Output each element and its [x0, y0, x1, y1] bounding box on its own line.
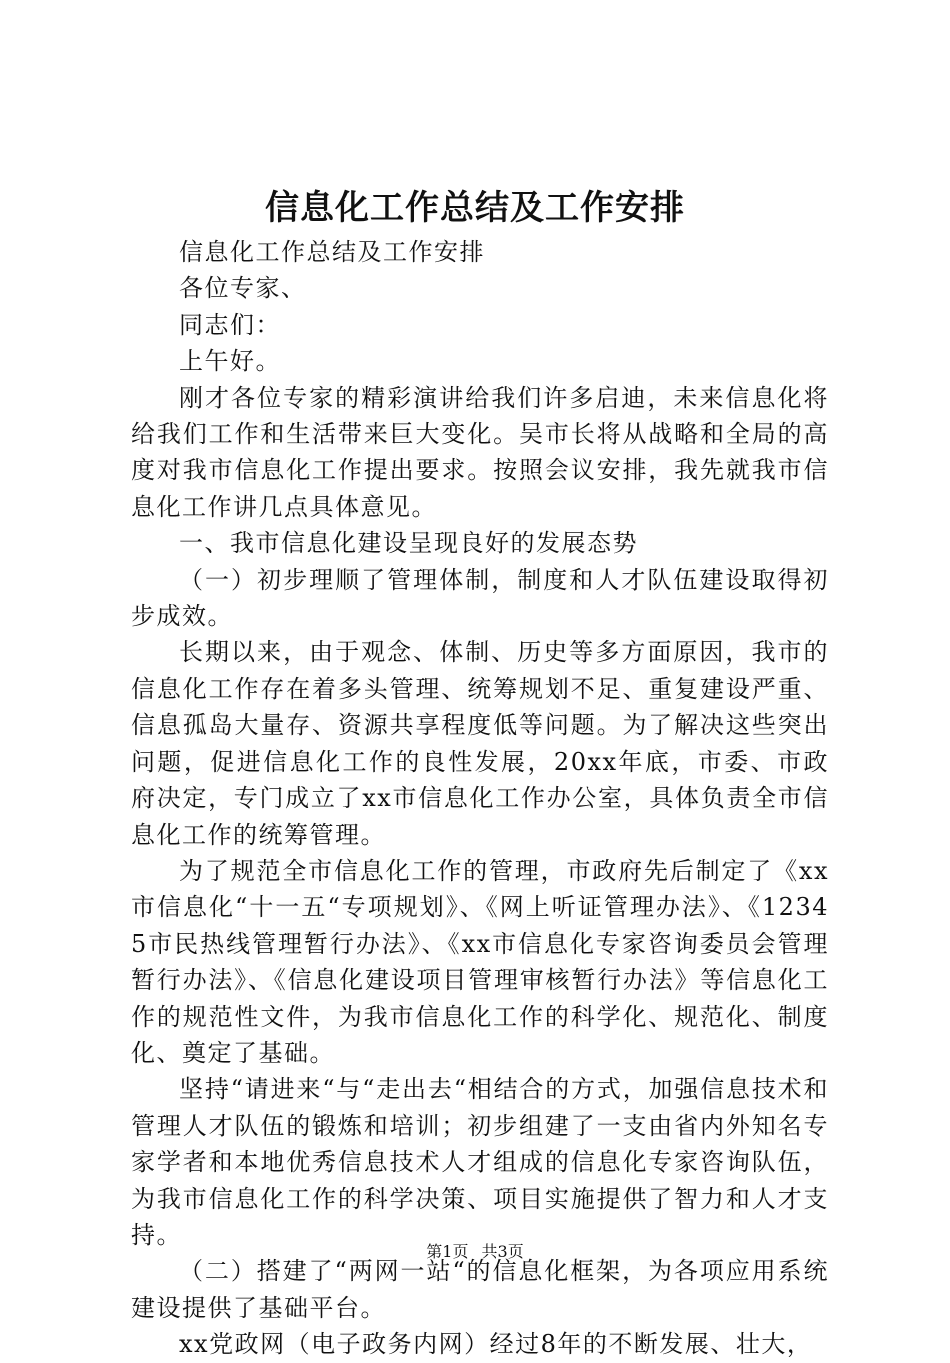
paragraph-network: xx党政网（电子政务内网）经过8年的不断发展、壮大， — [179, 1330, 813, 1359]
paragraph-greeting: 上午好。 — [179, 347, 281, 376]
page-footer — [0, 1240, 950, 1264]
paragraph-heading-repeat: 信息化工作总结及工作安排 — [179, 238, 485, 266]
subsection-heading-2: （二）搭建了“两网一站“的信息化框架，为各项应用系统建设提供了基础平台。 — [131, 1257, 829, 1322]
paragraph-salutation-experts: 各位专家、 — [179, 274, 307, 303]
paragraph-talent: 坚持“请进来“与“走出去“相结合的方式，加强信息技术和管理人才队伍的锻炼和培训；初步组建了一支由省内外知名专家学者和本地优秀信息技术人才组成的信息化专家咨询队伍，为我市信息化工作的科学决策、项目实施提供了智力和人才支持。 — [131, 1075, 829, 1249]
paragraph-background: 长期以来，由于观念、体制、历史等多方面原因，我市的信息化工作存在着多头管理、统筹规划不足、重复建设严重、信息孤岛大量存、资源共享程度低等问题。为了解决这些突出问题，促进信息化工作的良性发展，20xx年底，市委、市政府决定，专门成立了xx市信息化工作办公室，具体负责全市信息化工作的统筹管理。 — [131, 638, 829, 849]
document-body — [131, 234, 829, 1363]
page-total: 共3页 — [481, 1242, 524, 1261]
paragraph-salutation-comrades: 同志们： — [179, 310, 281, 339]
paragraph-intro: 刚才各位专家的精彩演讲给我们许多启迪，未来信息化将给我们工作和生活带来巨大变化。吴市长将从战略和全局的高度对我市信息化工作提出要求。按照会议安排，我先就我市信息化工作讲几点具体意见。 — [131, 383, 829, 521]
paragraph-regulations: 为了规范全市信息化工作的管理，市政府先后制定了《xx市信息化“十一五“专项规划》、《网上听证管理办法》、《12345市民热线管理暂行办法》、《xx市信息化专家咨询委员会管理暂行办法》、《信息化建设项目管理审核暂行办法》等信息化工作的规范性文件，为我市信息化工作的科学化、规范化、制度化、奠定了基础。 — [131, 856, 829, 1067]
document-title: 信息化工作总结及工作安排 — [265, 188, 685, 228]
section-heading-1: 一、我市信息化建设呈现良好的发展态势 — [179, 529, 638, 558]
page-number: 第1页 — [426, 1242, 469, 1261]
subsection-heading-1: （一）初步理顺了管理体制，制度和人才队伍建设取得初步成效。 — [131, 565, 829, 631]
